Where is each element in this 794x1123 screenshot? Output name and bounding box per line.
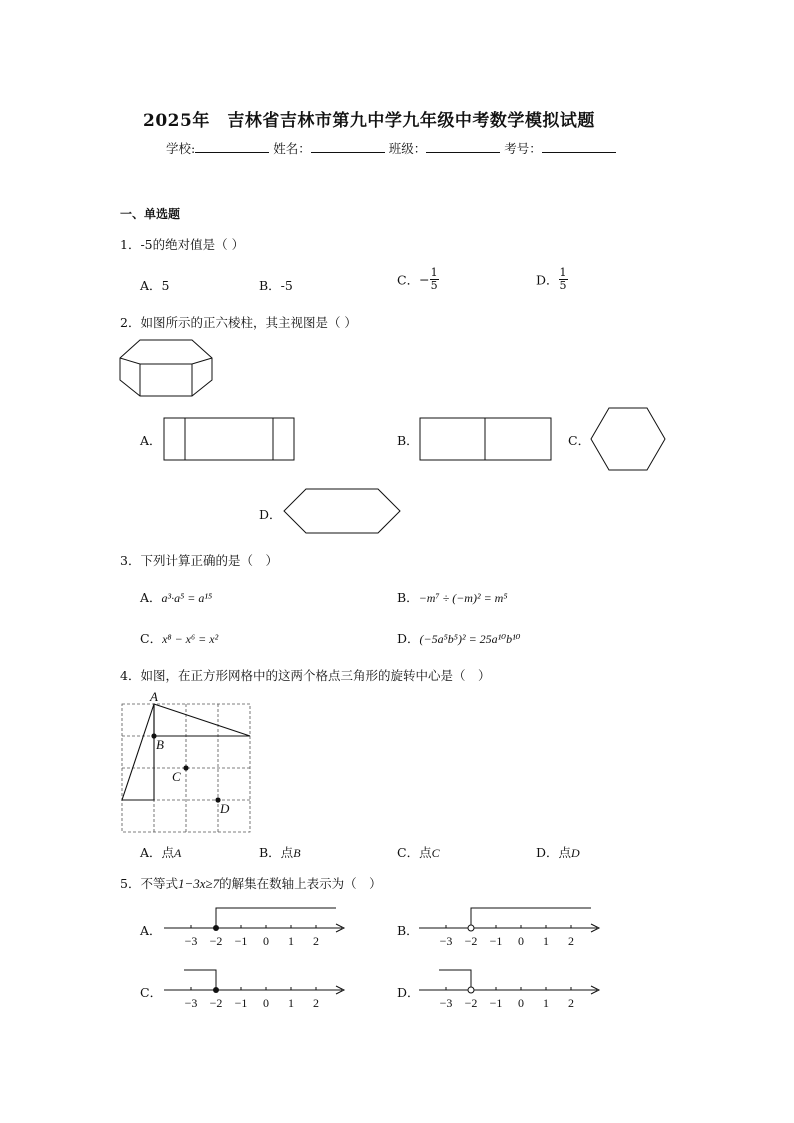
question-2-option-d-label[interactable]: D． <box>259 507 282 522</box>
point-name: A <box>174 846 182 860</box>
class-field[interactable] <box>426 140 500 153</box>
svg-text:−2: −2 <box>464 996 478 1010</box>
number-line-c[interactable] <box>160 962 350 1012</box>
option-label: B．点 <box>259 845 294 860</box>
option-c-label: C． <box>397 272 420 288</box>
school-field[interactable] <box>195 140 269 153</box>
question-4-option-a[interactable] <box>140 843 181 861</box>
svg-text:1: 1 <box>543 934 549 948</box>
label-d: D <box>220 801 230 816</box>
svg-text:−1: −1 <box>489 934 503 948</box>
inequality: 1−3x≥7 <box>177 876 220 891</box>
option-a-front-view[interactable] <box>163 417 296 462</box>
exam-no-label: 考号： <box>504 141 542 156</box>
svg-text:0: 0 <box>263 996 269 1010</box>
point-name: B <box>293 846 301 860</box>
number-line-d[interactable] <box>415 962 605 1012</box>
svg-text:2: 2 <box>568 934 574 948</box>
label-a: A <box>150 689 158 704</box>
svg-text:−1: −1 <box>489 996 503 1010</box>
svg-text:−1: −1 <box>234 996 248 1010</box>
svg-text:1: 1 <box>288 934 294 948</box>
question-2-option-c-label[interactable]: C． <box>568 433 591 448</box>
svg-text:2: 2 <box>313 934 319 948</box>
svg-text:−1: −1 <box>234 934 248 948</box>
point-name: D <box>571 846 580 860</box>
number-line-b[interactable] <box>415 900 605 950</box>
label-c: C <box>172 769 181 784</box>
stem-text: 的解集在数轴上表示为（ ） <box>219 876 382 891</box>
svg-text:−2: −2 <box>209 996 223 1010</box>
option-label: A．点 <box>140 845 175 860</box>
svg-text:−3: −3 <box>439 996 453 1010</box>
option-c-hexagon[interactable] <box>589 406 667 472</box>
question-1-option-d[interactable] <box>536 267 568 292</box>
question-1-stem: 1．-5的绝对值是（ ） <box>120 237 245 252</box>
fraction: $\frac{1}{5}$ <box>430 266 438 292</box>
point-name: C <box>431 846 440 860</box>
option-label: C． <box>140 631 163 646</box>
number-line-a[interactable] <box>160 900 350 950</box>
svg-text:−3: −3 <box>184 996 198 1010</box>
svg-text:−3: −3 <box>439 934 453 948</box>
exam-no-field[interactable] <box>542 140 616 153</box>
hexagonal-prism-figure <box>118 336 214 400</box>
question-1-option-b[interactable]: B．-5 <box>259 278 293 293</box>
stem-text: 5．不等式 <box>120 876 178 891</box>
student-info-line <box>166 139 616 157</box>
question-3-option-b[interactable] <box>397 588 508 606</box>
question-5-option-a-label[interactable]: A． <box>140 923 162 938</box>
math-expression: a³·a⁵ = a¹⁵ <box>161 591 213 605</box>
question-3-option-d[interactable] <box>397 629 520 647</box>
question-5-stem <box>120 874 382 892</box>
option-b-front-view[interactable] <box>419 417 553 462</box>
class-label: 班级： <box>388 141 427 156</box>
math-expression: x⁸ − x⁶ = x² <box>162 632 219 646</box>
math-expression: −m⁷ ÷ (−m)² = m⁵ <box>418 591 508 605</box>
question-1-option-c[interactable] <box>397 267 439 292</box>
name-label: 姓名： <box>273 141 311 156</box>
question-2-option-a-label[interactable]: A． <box>140 433 162 448</box>
option-label: C．点 <box>397 845 432 860</box>
question-3-option-a[interactable] <box>140 588 212 606</box>
option-d-label: D． <box>536 272 559 288</box>
question-5-option-d-label[interactable]: D． <box>397 985 420 1000</box>
question-4-option-d[interactable] <box>536 843 580 861</box>
question-3-stem: 3．下列计算正确的是（ ） <box>120 553 278 568</box>
question-5-option-c-label[interactable]: C． <box>140 985 163 1000</box>
math-expression: (−5a⁵b⁵)² = 25a¹⁰b¹⁰ <box>419 632 521 646</box>
question-3-option-c[interactable] <box>140 629 218 647</box>
svg-text:1: 1 <box>543 996 549 1010</box>
svg-text:−2: −2 <box>209 934 223 948</box>
question-5-option-b-label[interactable]: B． <box>397 923 419 938</box>
name-field[interactable] <box>311 140 385 153</box>
question-4-stem: 4．如图，在正方形网格中的这两个格点三角形的旋转中心是（ ） <box>120 668 491 683</box>
question-4-option-b[interactable] <box>259 843 301 861</box>
question-1-option-a[interactable]: A．5 <box>140 278 170 293</box>
question-2-stem: 2．如图所示的正六棱柱，其主视图是（ ） <box>120 315 357 330</box>
grid-triangle-figure <box>118 688 258 834</box>
svg-text:2: 2 <box>568 996 574 1010</box>
question-2-option-b-label[interactable]: B． <box>397 433 419 448</box>
svg-text:1: 1 <box>288 996 294 1010</box>
school-label: 学校: <box>166 141 196 156</box>
option-label: D． <box>397 631 420 646</box>
minus-sign: − <box>419 272 430 287</box>
fraction: $\frac{1}{5}$ <box>559 266 567 292</box>
page-title: 2025年 吉林省吉林市第九中学九年级中考数学模拟试题 <box>143 111 595 131</box>
label-b: B <box>156 737 164 752</box>
option-label: B． <box>397 590 419 605</box>
option-d-flat-hexagon[interactable] <box>282 487 402 535</box>
question-4-option-c[interactable] <box>397 843 440 861</box>
option-label: D．点 <box>536 845 572 860</box>
svg-text:0: 0 <box>518 996 524 1010</box>
svg-text:0: 0 <box>263 934 269 948</box>
option-label: A． <box>140 590 162 605</box>
svg-text:0: 0 <box>518 934 524 948</box>
svg-text:2: 2 <box>313 996 319 1010</box>
section-heading: 一、单选题 <box>120 207 181 221</box>
svg-text:−3: −3 <box>184 934 198 948</box>
svg-text:−2: −2 <box>464 934 478 948</box>
